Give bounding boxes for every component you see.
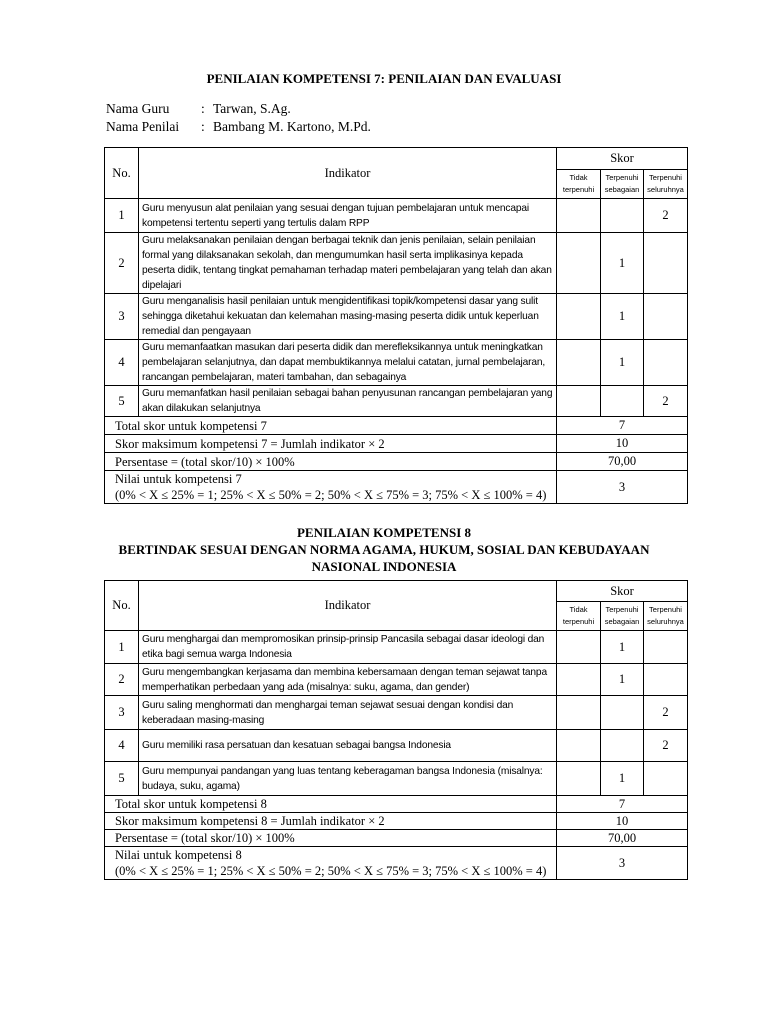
k8-table [104, 580, 688, 880]
k8-header-tidak-terpenuhi: Tidak terpenuhi [557, 602, 601, 631]
total-label: Total skor untuk kompetensi 8 [105, 796, 557, 813]
k8-title-line3: NASIONAL INDONESIA [311, 559, 457, 574]
score-terpenuhi-sebagaian: 1 [601, 294, 644, 340]
table-row [105, 696, 688, 730]
row-number: 5 [105, 762, 139, 796]
max-row [105, 813, 688, 830]
percentage-row [105, 453, 688, 471]
total-row [105, 417, 688, 435]
k7-header-indikator: Indikator [139, 148, 557, 199]
indicator-text: Guru mempunyai pandangan yang luas tentang keberagaman bangsa Indonesia (misalnya: budaya, suku, agama) [139, 762, 557, 796]
score-tidak-terpenuhi [557, 730, 601, 762]
total-row [105, 796, 688, 813]
k7-header-tidak-terpenuhi: Tidak terpenuhi [557, 170, 601, 199]
percentage-row [105, 830, 688, 847]
k7-header-terpenuhi-sebagaian: Terpenuhi sebagaian [601, 170, 644, 199]
row-number: 4 [105, 340, 139, 386]
k8-title [60, 524, 708, 575]
nilai-value: 3 [557, 847, 688, 880]
row-number: 1 [105, 199, 139, 233]
table-row [105, 199, 688, 233]
k8-header-indikator: Indikator [139, 581, 557, 631]
indicator-text: Guru melaksanakan penilaian dengan berbagai teknik dan jenis penilaian, selain penilaian formal yang dilaksanakan sekolah, dan mengumumkan hasil serta implikasinya kepada peserta didik, tentang tingkat pemahaman terhadap materi pembelajaran yang telah dan akan dipelajari [139, 233, 557, 294]
nama-guru-row [106, 100, 371, 118]
row-number: 3 [105, 696, 139, 730]
nilai-value: 3 [557, 471, 688, 504]
nama-penilai-value: Bambang M. Kartono, M.Pd. [213, 119, 371, 134]
nilai-rule: (0% < X ≤ 25% = 1; 25% < X ≤ 50% = 2; 50% < X ≤ 75% = 3; 75% < X ≤ 100% = 4) [115, 864, 547, 878]
indicator-text: Guru mengembangkan kerjasama dan membina kebersamaan dengan teman sejawat tanpa memperhatikan perbedaan yang ada (misalnya: suku, agama, dan gender) [139, 664, 557, 696]
score-tidak-terpenuhi [557, 233, 601, 294]
score-terpenuhi-seluruhnya [644, 340, 688, 386]
max-value: 10 [557, 813, 688, 830]
k8-header-no: No. [105, 581, 139, 631]
table-row [105, 233, 688, 294]
indicator-text: Guru memanfaatkan masukan dari peserta didik dan merefleksikannya untuk meningkatkan pembelajaran selanjutnya, dan dapat membuktikannya melalui catatan, jurnal pembelajaran, rancangan pembelajaran, materi tambahan, dan sebagainya [139, 340, 557, 386]
nama-penilai-label: Nama Penilai [106, 119, 180, 134]
table-row [105, 762, 688, 796]
score-terpenuhi-seluruhnya [644, 664, 688, 696]
k7-table [104, 147, 688, 504]
max-label: Skor maksimum kompetensi 8 = Jumlah indikator × 2 [105, 813, 557, 830]
k7-title: PENILAIAN KOMPETENSI 7: PENILAIAN DAN EVALUASI [206, 71, 562, 86]
total-value: 7 [557, 796, 688, 813]
indicator-text: Guru memanfatkan hasil penilaian sebagai bahan penyusunan rancangan pembelajaran yang akan dilakukan selanjutnya [139, 386, 557, 417]
indicator-text: Guru saling menghormati dan menghargai teman sejawat sesuai dengan kondisi dan keberadaan masing-masing [139, 696, 557, 730]
nilai-row [105, 847, 688, 880]
max-label: Skor maksimum kompetensi 7 = Jumlah indikator × 2 [105, 435, 557, 453]
nilai-label: Nilai untuk kompetensi 7 [115, 472, 242, 486]
score-tidak-terpenuhi [557, 294, 601, 340]
row-number: 5 [105, 386, 139, 417]
score-terpenuhi-sebagaian: 1 [601, 631, 644, 664]
score-terpenuhi-seluruhnya [644, 762, 688, 796]
nama-guru-label: Nama Guru [106, 101, 170, 116]
k8-header-skor: Skor [557, 581, 688, 602]
k8-title-line1: PENILAIAN KOMPETENSI 8 [296, 525, 472, 540]
k8-header-terpenuhi-sebagaian: Terpenuhi sebagaian [601, 602, 644, 631]
total-value: 7 [557, 417, 688, 435]
row-number: 4 [105, 730, 139, 762]
score-terpenuhi-sebagaian: 1 [601, 664, 644, 696]
indicator-text: Guru menyusun alat penilaian yang sesuai dengan tujuan pembelajaran untuk mencapai kompetensi tertentu seperti yang tertulis dalam RPP [139, 199, 557, 233]
table-row [105, 294, 688, 340]
table-row [105, 386, 688, 417]
score-terpenuhi-sebagaian [601, 696, 644, 730]
nilai-row [105, 471, 688, 504]
percentage-value: 70,00 [557, 830, 688, 847]
percentage-label: Persentase = (total skor/10) × 100% [105, 453, 557, 471]
score-terpenuhi-sebagaian: 1 [601, 233, 644, 294]
score-tidak-terpenuhi [557, 696, 601, 730]
nama-penilai-sep: : [201, 119, 205, 134]
indicator-text: Guru menghargai dan mempromosikan prinsip-prinsip Pancasila sebagai dasar ideologi dan etika bagi semua warga Indonesia [139, 631, 557, 664]
nilai-cell [105, 471, 557, 504]
score-tidak-terpenuhi [557, 664, 601, 696]
score-tidak-terpenuhi [557, 199, 601, 233]
score-terpenuhi-seluruhnya: 2 [644, 199, 688, 233]
score-terpenuhi-sebagaian: 1 [601, 762, 644, 796]
row-number: 2 [105, 233, 139, 294]
score-terpenuhi-sebagaian [601, 386, 644, 417]
nilai-label: Nilai untuk kompetensi 8 [115, 848, 242, 862]
score-tidak-terpenuhi [557, 340, 601, 386]
nama-guru-value: Tarwan, S.Ag. [213, 101, 291, 116]
table-row [105, 664, 688, 696]
table-row [105, 631, 688, 664]
table-row [105, 340, 688, 386]
row-number: 3 [105, 294, 139, 340]
k7-header-no: No. [105, 148, 139, 199]
table-row [105, 730, 688, 762]
max-value: 10 [557, 435, 688, 453]
nama-penilai-row [106, 118, 371, 136]
score-terpenuhi-sebagaian: 1 [601, 340, 644, 386]
k7-header-skor: Skor [557, 148, 688, 170]
score-terpenuhi-seluruhnya [644, 233, 688, 294]
k8-title-line2: BERTINDAK SESUAI DENGAN NORMA AGAMA, HUKUM, SOSIAL DAN KEBUDAYAAN [118, 542, 650, 557]
score-terpenuhi-seluruhnya [644, 294, 688, 340]
percentage-label: Persentase = (total skor/10) × 100% [105, 830, 557, 847]
nama-guru-sep: : [201, 101, 205, 116]
row-number: 2 [105, 664, 139, 696]
k8-header-terpenuhi-seluruhnya: Terpenuhi seluruhnya [644, 602, 688, 631]
score-terpenuhi-seluruhnya [644, 631, 688, 664]
score-terpenuhi-seluruhnya: 2 [644, 696, 688, 730]
k7-info-block [106, 100, 371, 136]
row-number: 1 [105, 631, 139, 664]
nilai-cell [105, 847, 557, 880]
nilai-rule: (0% < X ≤ 25% = 1; 25% < X ≤ 50% = 2; 50% < X ≤ 75% = 3; 75% < X ≤ 100% = 4) [115, 488, 547, 502]
indicator-text: Guru memiliki rasa persatuan dan kesatuan sebagai bangsa Indonesia [139, 730, 557, 762]
percentage-value: 70,00 [557, 453, 688, 471]
score-tidak-terpenuhi [557, 386, 601, 417]
score-terpenuhi-sebagaian [601, 730, 644, 762]
score-terpenuhi-seluruhnya: 2 [644, 386, 688, 417]
score-terpenuhi-sebagaian [601, 199, 644, 233]
score-tidak-terpenuhi [557, 762, 601, 796]
k7-header-terpenuhi-seluruhnya: Terpenuhi seluruhnya [644, 170, 688, 199]
score-tidak-terpenuhi [557, 631, 601, 664]
indicator-text: Guru menganalisis hasil penilaian untuk mengidentifikasi topik/kompetensi dasar yang sulit sehingga diketahui kekuatan dan kelemahan masing-masing peserta didik untuk keperluan remedial dan pengayaan [139, 294, 557, 340]
max-row [105, 435, 688, 453]
total-label: Total skor untuk kompetensi 7 [105, 417, 557, 435]
score-terpenuhi-seluruhnya: 2 [644, 730, 688, 762]
